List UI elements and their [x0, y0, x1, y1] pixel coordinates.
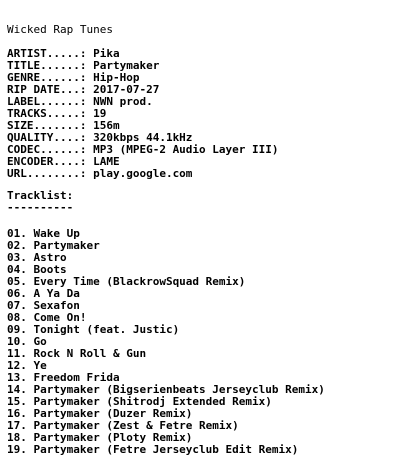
info-genre: [7, 72, 399, 84]
track-item: 09. Tonight (feat. Justic): [7, 324, 180, 336]
info-key: TITLE......:: [7, 60, 94, 72]
track-item: 05. Every Time (BlackrowSquad Remix): [7, 276, 246, 288]
track-item: 07. Sexafon: [7, 300, 80, 312]
track-item: 12. Ye: [7, 360, 47, 372]
info-key: TRACKS.....:: [7, 108, 94, 120]
info-value: 19: [93, 108, 107, 120]
track-item: 14. Partymaker (Bigserienbeats Jerseyclub Remix): [7, 384, 325, 396]
info-key: URL........:: [7, 168, 94, 180]
info-value: MP3 (MPEG-2 Audio Layer III): [93, 144, 279, 156]
info-rip-date: [7, 84, 399, 96]
track-item: 11. Rock N Roll & Gun: [7, 348, 147, 360]
release-info-document: [7, 24, 399, 456]
info-key: LABEL......:: [7, 96, 94, 108]
info-value: NWN prod.: [93, 96, 153, 108]
spacer: [7, 36, 399, 48]
info-value: 2017-07-27: [93, 84, 160, 96]
spacer: [7, 214, 399, 228]
info-key: QUALITY....:: [7, 132, 94, 144]
info-block: [7, 48, 399, 180]
info-label: [7, 96, 399, 108]
tracklist-heading: Tracklist:: [7, 190, 74, 202]
info-value: Hip-Hop: [93, 72, 140, 84]
track-item: 06. A Ya Da: [7, 288, 80, 300]
track-item: 17. Partymaker (Zest & Fetre Remix): [7, 420, 239, 432]
track-item: 13. Freedom Frida: [7, 372, 120, 384]
info-value: play.google.com: [93, 168, 193, 180]
track-item: 01. Wake Up: [7, 228, 80, 240]
track-item: 18. Partymaker (Ploty Remix): [7, 432, 193, 444]
track-item: 02. Partymaker: [7, 240, 100, 252]
track-item: 08. Come On!: [7, 312, 87, 324]
info-key: ENCODER....:: [7, 156, 94, 168]
info-key: CODEC......:: [7, 144, 94, 156]
info-value: Pika: [93, 48, 120, 60]
info-value: Partymaker: [93, 60, 160, 72]
tracklist: [7, 228, 399, 456]
track-item: 04. Boots: [7, 264, 67, 276]
info-value: 320kbps 44.1kHz: [93, 132, 193, 144]
info-key: SIZE.......:: [7, 120, 94, 132]
info-key: RIP DATE...:: [7, 84, 94, 96]
info-value: 156m: [93, 120, 120, 132]
track-item: 16. Partymaker (Duzer Remix): [7, 408, 193, 420]
info-key: GENRE......:: [7, 72, 94, 84]
info-encoder: [7, 156, 399, 168]
info-tracks: [7, 108, 399, 120]
spacer: [7, 180, 399, 190]
info-title: [7, 60, 399, 72]
info-key: ARTIST.....:: [7, 48, 94, 60]
track-item: 03. Astro: [7, 252, 67, 264]
track-item: 15. Partymaker (Shitrodj Extended Remix): [7, 396, 272, 408]
info-codec: [7, 144, 399, 156]
info-value: LAME: [93, 156, 120, 168]
tracklist-rule: ----------: [7, 202, 74, 214]
info-size: [7, 120, 399, 132]
track-item: 19. Partymaker (Fetre Jerseyclub Edit Remix): [7, 444, 299, 456]
info-url: [7, 168, 399, 180]
track-item: 10. Go: [7, 336, 47, 348]
info-artist: [7, 48, 399, 60]
document-title: Wicked Rap Tunes: [7, 24, 113, 36]
info-quality: [7, 132, 399, 144]
